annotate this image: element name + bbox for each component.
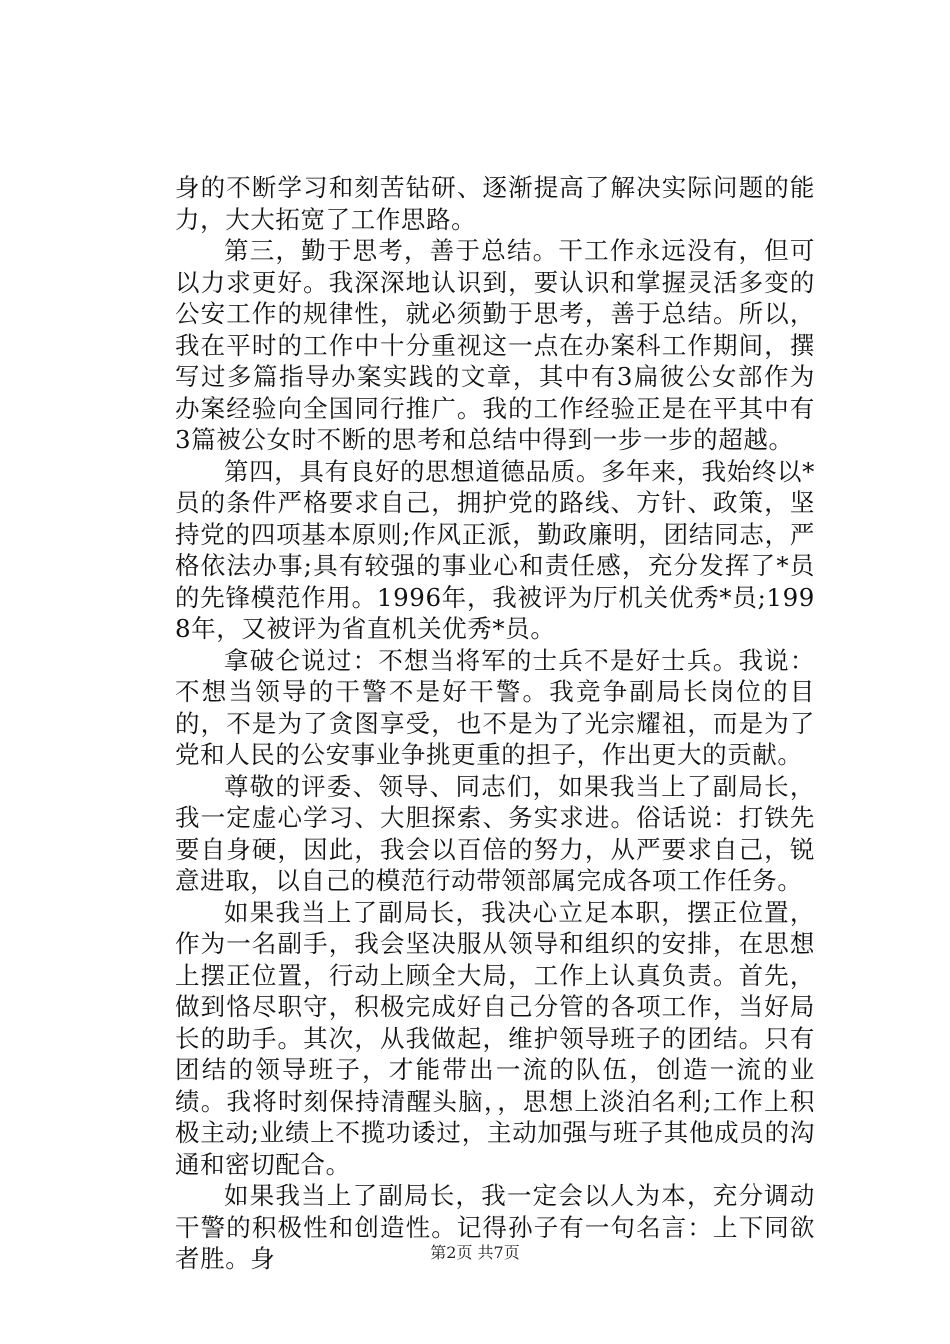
paragraph-4: 拿破仑说过：不想当将军的士兵不是好士兵。我说：不想当领导的干警不是好干警。我竞争副局长岗位的目的，不是为了贪图享受，也不是为了光宗耀祖，而是为了党和人民的公安事业争挑更重的担子，作出更大的贡献。 [175, 645, 815, 769]
paragraph-3: 第四，具有良好的思想道德品质。多年来，我始终以*员的条件严格要求自己，拥护党的路线、方针、政策，坚持党的四项基本原则;作风正派，勤政廉明，团结同志，严格依法办事;具有较强的事业心和责任感，充分发挥了*员的先锋模范作用。1996年，我被评为厅机关优秀*员;1998年，又被评为省直机关优秀*员。 [175, 456, 815, 643]
document-body [175, 172, 815, 1275]
paragraph-6: 如果我当上了副局长，我决心立足本职，摆正位置，作为一名副手，我会坚决服从领导和组织的安排，在思想上摆正位置，行动上顾全大局，工作上认真负责。首先，做到恪尽职守，积极完成好自己分管的各项工作，当好局长的助手。其次，从我做起，维护领导班子的团结。只有团结的领导班子，才能带出一流的队伍，创造一流的业绩。我将时刻保持清醒头脑，，思想上淡泊名利;工作上积极主动;业绩上不揽功诿过，主动加强与班子其他成员的沟通和密切配合。 [175, 897, 815, 1179]
page-number-footer: 第2页 共7页 [430, 1243, 520, 1262]
paragraph-2: 第三，勤于思考，善于总结。干工作永远没有，但可以力求更好。我深深地认识到，要认识和掌握灵活多变的公安工作的规律性，就必须勤于思考，善于总结。所以，我在平时的工作中十分重视这一点在办案科工作期间，撰写过多篇指导办案实践的文章，其中有3扁彼公女部作为办案经验向全国同行推广。我的工作经验正是在平其中有3篇被公女时不断的思考和总结中得到一步一步的超越。 [175, 236, 815, 454]
paragraph-5: 尊敬的评委、领导、同志们，如果我当上了副局长，我一定虚心学习、大胆探索、务实求进。俗话说：打铁先要自身硬，因此，我会以百倍的努力，从严要求自己，锐意进取，以自己的模范行动带领部属完成各项工作任务。 [175, 771, 815, 895]
paragraph-7: 如果我当上了副局长，我一定会以人为本，充分调动干警的积极性和创造性。记得孙子有一句名言：上下同欲者胜。身 [175, 1181, 815, 1273]
paragraph-1: 身的不断学习和刻苦钻研、逐渐提高了解决实际问题的能力，大大拓宽了工作思路。 [175, 173, 815, 234]
